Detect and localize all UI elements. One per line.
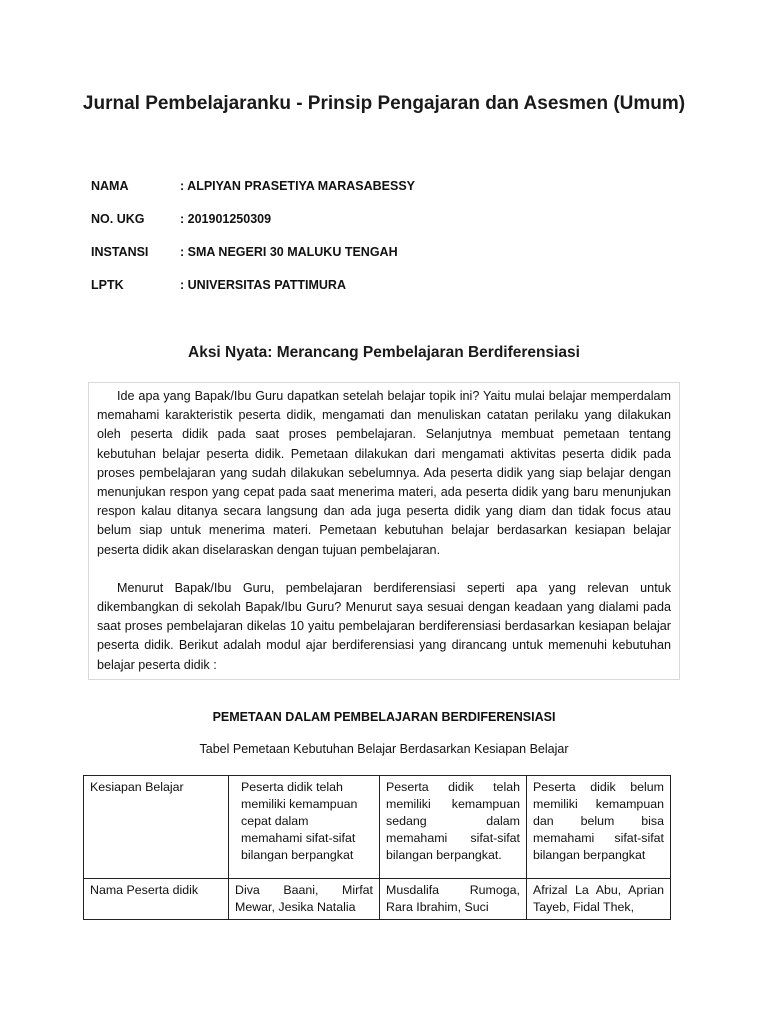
table-cell xyxy=(527,879,671,920)
table-row-header: Kesiapan Belajar xyxy=(84,776,229,879)
reflection-text-box xyxy=(88,382,680,680)
cell-text: Musdalifa Rumoga, Rara Ibrahim, Suci xyxy=(386,883,520,914)
identity-row-nama xyxy=(91,179,415,193)
identity-row-instansi xyxy=(91,245,398,259)
table-cell: Peserta didik telah memiliki kemampuan cepat dalam memahami sifat-sifat bilangan berpangkat xyxy=(229,776,380,879)
table-cell xyxy=(229,879,380,920)
identity-value: : UNIVERSITAS PATTIMURA xyxy=(180,278,346,292)
table-row-label: Nama Peserta didik xyxy=(90,883,199,897)
reflection-paragraph: Ide apa yang Bapak/Ibu Guru dapatkan setelah belajar topik ini? Yaitu mulai belajar memperdalam memahami karakteristik peserta didik, mengamati dan menuliskan catatan perilaku yang dilakukan oleh peserta didik pada saat proses pembelajaran. Selanjutnya membuat pemetaan tentang kebutuhan belajar peserta didik. Pemetaan dilakukan dari mengamati aktivitas peserta didik pada proses pembelajaran yang sudah dilakukan sebelumnya. Ada peserta didik yang siap belajar dengan menunjukan respon yang cepat pada saat menerima materi, ada peserta didik yang baru menunjukan respon kalau ditanya secara langsung dan ada juga peserta didik yang diam dan tidak focus atau belum siap untuk menerima materi. Pemetaan kebutuhan belajar berdasarkan kesiapan belajar peserta didik akan diselaraskan dengan tujuan pembelajaran. xyxy=(97,389,671,557)
table-cell: Peserta didik belum memiliki kemampuan dan belum bisa memahami sifat-sifat bilangan berpangkat xyxy=(527,776,671,879)
mapping-table xyxy=(83,775,671,920)
table-cell: Peserta didik telah memiliki kemampuan sedang dalam memahami sifat-sifat bilangan berpangkat. xyxy=(380,776,527,879)
identity-key: LPTK xyxy=(91,278,124,292)
document-title: Jurnal Pembelajaranku - Prinsip Pengajaran dan Asesmen (Umum) xyxy=(82,93,686,114)
identity-key: NO. UKG xyxy=(91,212,145,226)
table-row-header xyxy=(84,879,229,920)
cell-text: Afrizal La Abu, Aprian Tayeb, Fidal Thek, xyxy=(533,883,664,914)
identity-key: INSTANSI xyxy=(91,245,149,259)
table-row xyxy=(84,776,671,879)
identity-key: NAMA xyxy=(91,179,129,193)
table-row xyxy=(84,879,671,920)
identity-value: : 201901250309 xyxy=(180,212,272,226)
table-caption: Tabel Pemetaan Kebutuhan Belajar Berdasarkan Kesiapan Belajar xyxy=(199,742,569,756)
identity-value: : SMA NEGERI 30 MALUKU TENGAH xyxy=(180,245,398,259)
section-title: Aksi Nyata: Merancang Pembelajaran Berdiferensiasi xyxy=(188,344,580,361)
identity-row-no-ukg xyxy=(91,212,271,226)
reflection-paragraph: Menurut Bapak/Ibu Guru, pembelajaran berdiferensiasi seperti apa yang relevan untuk dikembangkan di sekolah Bapak/Ibu Guru? Menurut saya sesuai dengan keadaan yang dialami pada saat proses pembelajaran dikelas 10 yaitu pembelajaran berdiferensiasi berdasarkan kesiapan belajar peserta didik. Berikut adalah modul ajar berdiferensiasi yang dirancang untuk memenuhi kebutuhan belajar peserta didik : xyxy=(97,580,671,672)
identity-value: : ALPIYAN PRASETIYA MARASABESSY xyxy=(180,179,415,193)
table-cell xyxy=(380,879,527,920)
identity-row-lptk xyxy=(91,278,346,292)
cell-text: Diva Baani, Mirfat Mewar, Jesika Natalia xyxy=(235,883,373,914)
mapping-heading: PEMETAAN DALAM PEMBELAJARAN BERDIFERENSIASI xyxy=(212,710,556,724)
